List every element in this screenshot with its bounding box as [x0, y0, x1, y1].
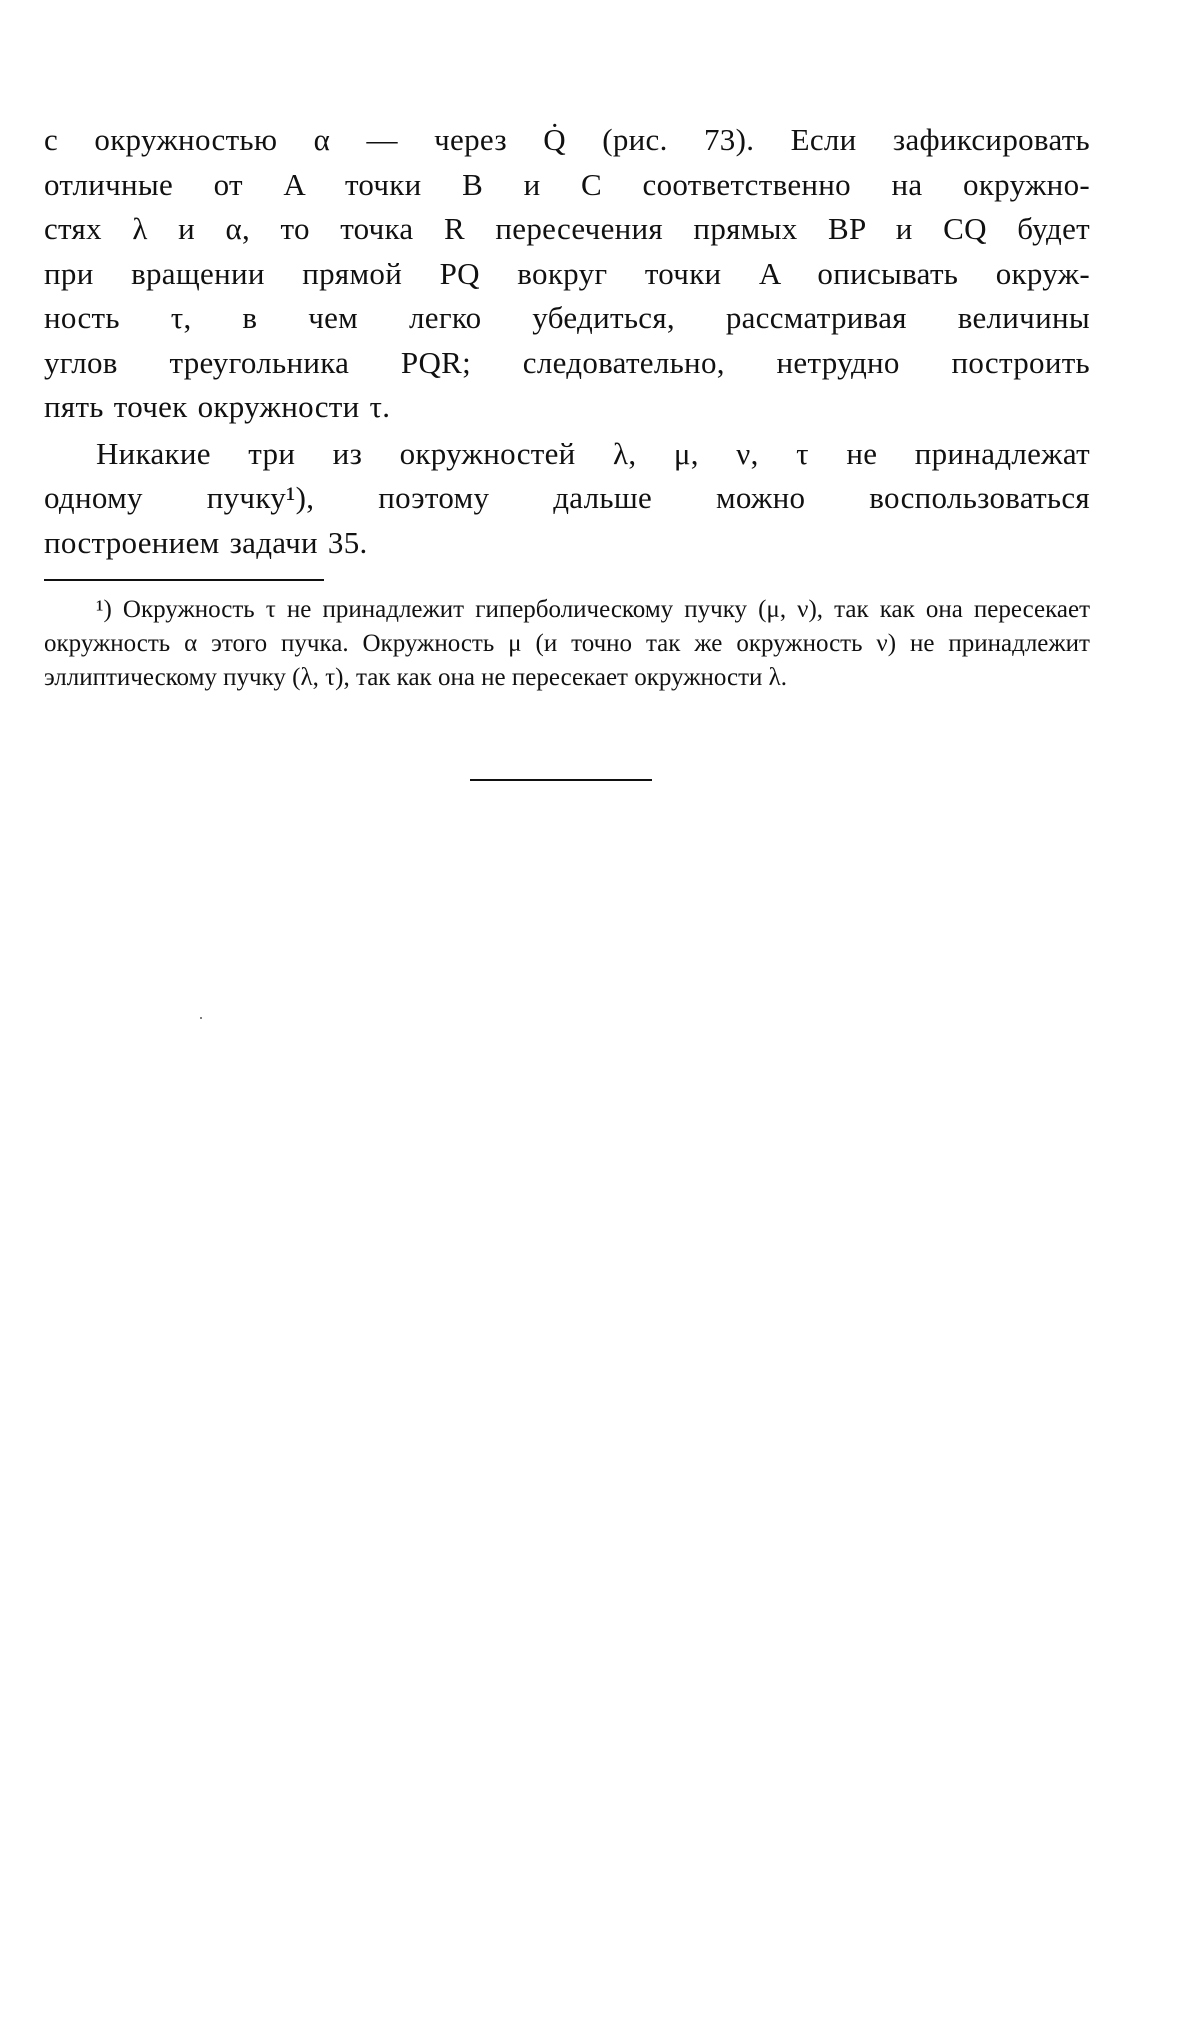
text-line: ность τ, в чем легко убедиться, рассматривая величины — [44, 300, 1090, 335]
text-line: отличные от A точки B и C соответственно на окружно- — [44, 166, 1090, 202]
paragraph-1 — [44, 118, 1090, 430]
footnote-divider — [44, 579, 324, 581]
scan-speck — [200, 1017, 202, 1019]
end-of-section-rule — [470, 779, 652, 781]
footnote: ¹) Окружность τ не принадлежит гиперболическому пучку (μ, ν), так как она пересекает окружность α этого пучка. Окружность μ (и точно так же окружность ν) не принадлежит эллиптическому пучку (λ, τ), так как она не пересекает окружности λ. — [44, 596, 1090, 691]
text-line: одному пучку¹), поэтому дальше можно воспользоваться — [44, 480, 1090, 515]
text-line: Никакие три из окружностей λ, μ, ν, τ не принадлежат — [96, 435, 1090, 471]
text-line: углов треугольника PQR; следовательно, нетрудно построить — [44, 344, 1090, 380]
text-line: стях λ и α, то точка R пересечения прямых BP и CQ будет — [44, 211, 1090, 246]
text-line: построением задачи 35. — [44, 524, 368, 560]
page-content — [44, 118, 1090, 695]
paragraph-2 — [44, 432, 1090, 566]
text-line: пять точек окружности τ. — [44, 389, 391, 424]
text-line: с окружностью α — через Q̇ (рис. 73). Если зафиксировать — [44, 122, 1090, 157]
text-line: при вращении прямой PQ вокруг точки A описывать окруж- — [44, 255, 1090, 291]
